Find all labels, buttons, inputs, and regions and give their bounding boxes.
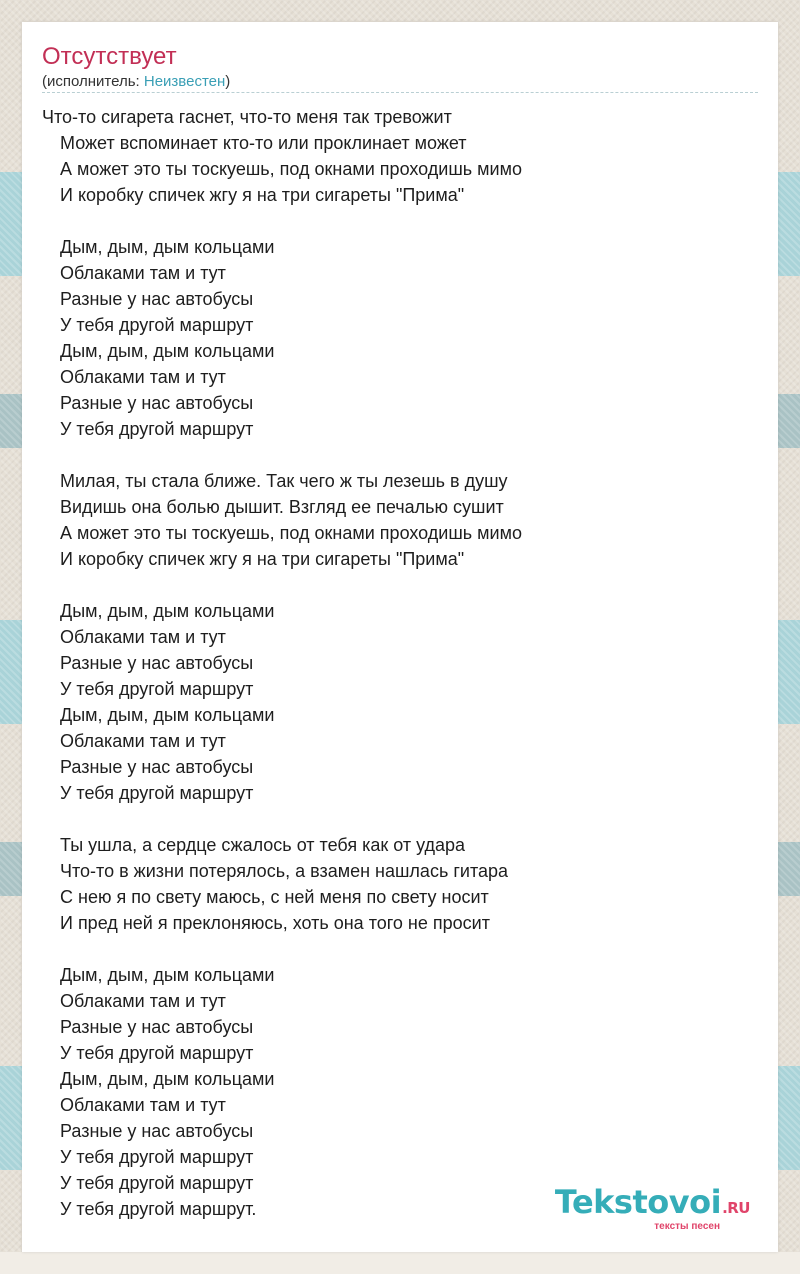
stanza-gap [42, 442, 758, 468]
lyric-line: У тебя другой маршрут. [60, 1199, 257, 1219]
stanza-gap [42, 572, 758, 598]
lyric-line: У тебя другой маршрут [60, 783, 254, 803]
lyric-line: И коробку спичек жгу я на три сигареты "Прима" [60, 185, 465, 205]
stanza-gap [42, 936, 758, 962]
logo-name: Tekstovoi [554, 1183, 722, 1221]
lyric-line: Милая, ты стала ближе. Так чего ж ты лезешь в душу [60, 471, 508, 491]
logo-tld: .RU [722, 1199, 750, 1217]
song-title: Отсутствует [42, 43, 177, 70]
artist-line [42, 73, 230, 90]
site-logo[interactable] [555, 1185, 750, 1232]
lyrics-card [22, 22, 778, 1252]
lyric-line: А может это ты тоскуешь, под окнами проходишь мимо [60, 523, 522, 543]
artist-suffix: ) [225, 73, 231, 90]
lyric-line: Разные у нас автобусы [60, 289, 254, 309]
artist-link[interactable]: Неизвестен [143, 73, 226, 90]
lyric-line: Что-то в жизни потерялось, а взамен нашлась гитара [60, 861, 509, 881]
lyric-line: Разные у нас автобусы [60, 653, 254, 673]
lyric-line: Разные у нас автобусы [60, 393, 254, 413]
lyric-line: У тебя другой маршрут [60, 679, 254, 699]
lyric-line: Разные у нас автобусы [60, 757, 254, 777]
lyric-line: Дым, дым, дым кольцами [60, 237, 275, 257]
lyric-line: У тебя другой маршрут [60, 315, 254, 335]
stanza-gap [42, 806, 758, 832]
lyric-line: Ты ушла, а сердце сжалось от тебя как от удара [60, 835, 466, 855]
lyric-line: Облаками там и тут [60, 367, 226, 387]
lyric-line: Разные у нас автобусы [60, 1121, 254, 1141]
lyric-line: И коробку спичек жгу я на три сигареты "Прима" [60, 549, 465, 569]
lyric-line: Дым, дым, дым кольцами [60, 965, 275, 985]
lyric-line: Облаками там и тут [60, 991, 226, 1011]
lyric-line: У тебя другой маршрут [60, 1147, 254, 1167]
lyric-line: Может вспоминает кто-то или проклинает может [60, 133, 467, 153]
lyric-line: Дым, дым, дым кольцами [60, 601, 275, 621]
lyric-line: Видишь она болью дышит. Взгляд ее печалью сушит [60, 497, 504, 517]
lyric-line: У тебя другой маршрут [60, 1043, 254, 1063]
lyric-line: Что-то сигарета гаснет, что-то меня так тревожит [42, 107, 452, 127]
lyric-line: И пред ней я преклоняюсь, хоть она того не просит [60, 913, 490, 933]
lyric-line: Облаками там и тут [60, 1095, 226, 1115]
lyric-line: Облаками там и тут [60, 731, 226, 751]
lyric-line: Дым, дым, дым кольцами [60, 1069, 275, 1089]
lyric-line: Разные у нас автобусы [60, 1017, 254, 1037]
lyric-line: У тебя другой маршрут [60, 1173, 254, 1193]
lyric-line: С нею я по свету маюсь, с ней меня по свету носит [60, 887, 489, 907]
artist-prefix: (исполнитель: [42, 73, 144, 90]
lyric-line: А может это ты тоскуешь, под окнами проходишь мимо [60, 159, 522, 179]
logo-tagline: тексты песен [654, 1221, 720, 1232]
lyrics-text [42, 104, 758, 1222]
lyric-line: У тебя другой маршрут [60, 419, 254, 439]
lyric-line: Облаками там и тут [60, 627, 226, 647]
lyric-line: Дым, дым, дым кольцами [60, 341, 275, 361]
background-stripe [0, 1252, 800, 1274]
lyric-line: Дым, дым, дым кольцами [60, 705, 275, 725]
lyric-line: Облаками там и тут [60, 263, 226, 283]
stanza-gap [42, 208, 758, 234]
title-divider [42, 92, 758, 93]
